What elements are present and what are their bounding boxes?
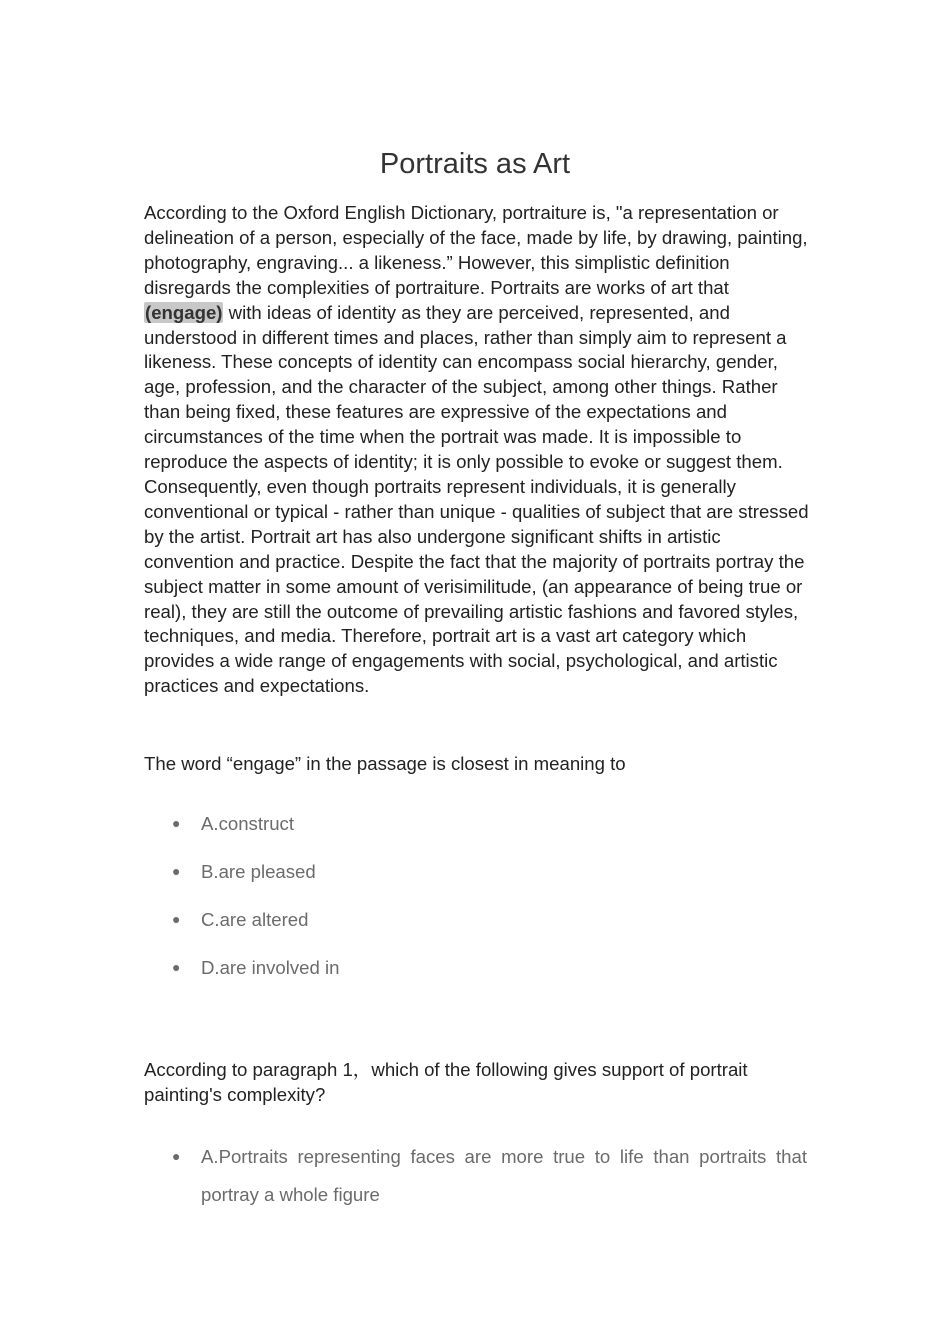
bullet-icon: ● — [172, 815, 181, 831]
question-2-prompt: According to paragraph 1，which of the following gives support of portrait painting's complexity? — [144, 1059, 748, 1105]
passage-text-before: According to the Oxford English Dictionary, portraiture is, "a representation or delineation of a person, especially of the face, made by life, by drawing, painting, photography, engraving... a likeness.” However, this simplistic definition disregards the complexities of portraiture. Portraits are works of art that — [144, 202, 808, 298]
option-label: B.are pleased — [201, 861, 316, 882]
highlighted-word: (engage) — [145, 301, 223, 323]
bullet-icon: ● — [172, 1148, 181, 1164]
option-label: A.Portraits representing faces are more true to life than portraits that portray a whole figure — [201, 1146, 807, 1205]
page-title: Portraits as Art — [379, 148, 571, 180]
question-1-prompt: The word “engage” in the passage is closest in meaning to — [144, 753, 626, 774]
bullet-icon: ● — [172, 863, 181, 879]
passage-paragraph — [144, 201, 812, 699]
passage-text-after: with ideas of identity as they are perceived, represented, and understood in different times and places, rather than simply aim to represent a likeness. These concepts of identity can encompass social hierarchy, gender, age, profession, and the character of the subject, among other things. Rather than being fixed, these features are expressive of the expectations and circumstances of the time when the portrait was made. It is impossible to reproduce the aspects of identity; it is only possible to evoke or suggest them. Consequently, even though portraits represent individuals, it is generally conventional or typical - rather than unique - qualities of subject that are stressed by the artist. Portrait art has also undergone significant shifts in artistic convention and practice. Despite the fact that the majority of portraits portray the subject matter in some amount of verisimilitude, (an appearance of being true or real), they are still the outcome of prevailing artistic fashions and favored styles, techniques, and media. Therefore, portrait art is a vast art category which provides a wide range of engagements with social, psychological, and artistic practices and expectations. — [144, 301, 809, 697]
option-label: C.are altered — [201, 909, 309, 930]
bullet-icon: ● — [172, 911, 181, 927]
option-label: D.are involved in — [201, 957, 340, 978]
option-label: A.construct — [201, 813, 295, 834]
bullet-icon: ● — [172, 959, 181, 975]
